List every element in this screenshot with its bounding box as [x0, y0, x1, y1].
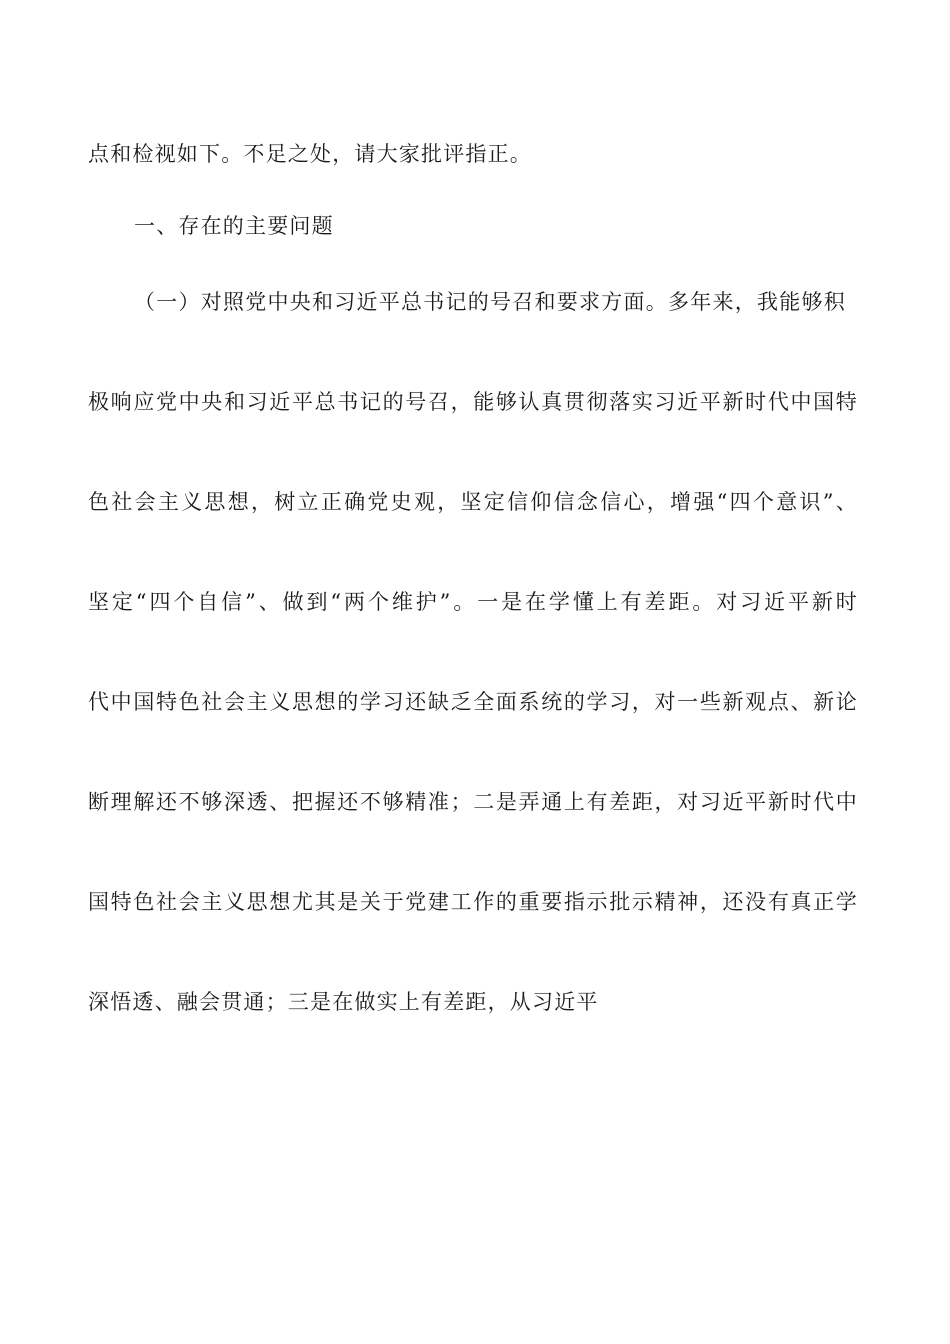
paragraph-line: 断理解还不够深透、把握还不够精准；二是弄通上有差距，对习近平新时代中 — [88, 790, 858, 814]
paragraph-line: 坚定“四个自信”、做到“两个维护”。一是在学懂上有差距。对习近平新时 — [88, 590, 858, 614]
paragraph-line: 代中国特色社会主义思想的学习还缺乏全面系统的学习，对一些新观点、新论 — [88, 690, 858, 714]
paragraph-line: 深悟透、融会贯通；三是在做实上有差距，从习近平 — [88, 990, 599, 1014]
paragraph-line: 极响应党中央和习近平总书记的号召，能够认真贯彻落实习近平新时代中国特 — [88, 390, 858, 414]
paragraph-line: 点和检视如下。不足之处，请大家批评指正。 — [88, 142, 532, 166]
paragraph-line: 色社会主义思想，树立正确党史观，坚定信仰信念信心，增强“四个意识”、 — [88, 490, 858, 514]
paragraph-line: 国特色社会主义思想尤其是关于党建工作的重要指示批示精神，还没有真正学 — [88, 890, 858, 914]
paragraph-line: （一）对照党中央和习近平总书记的号召和要求方面。多年来，我能够积 — [134, 290, 846, 314]
section-heading: 一、存在的主要问题 — [134, 214, 334, 238]
